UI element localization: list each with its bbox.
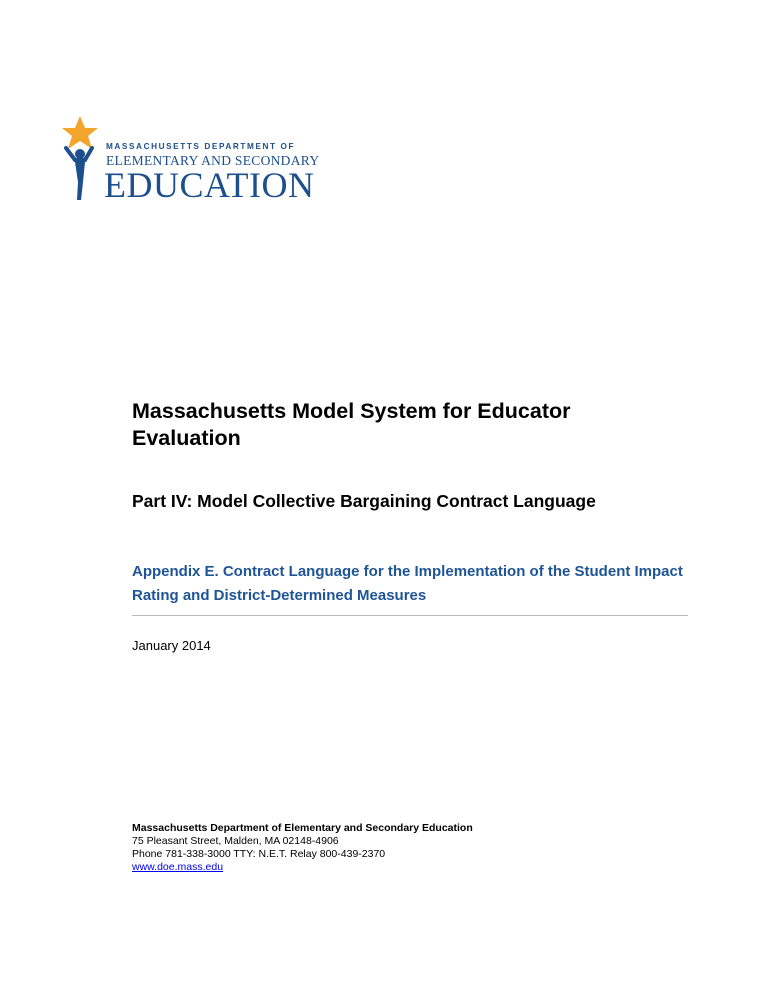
- website-link[interactable]: www.doe.mass.edu: [132, 861, 224, 873]
- publication-date: January 2014: [132, 638, 211, 653]
- footer-address: 75 Pleasant Street, Malden, MA 02148-4906: [132, 835, 339, 847]
- logo-line-3: EDUCATION: [104, 165, 315, 205]
- ese-logo: [58, 112, 320, 208]
- footer-organization: Massachusetts Department of Elementary and Secondary Education: [132, 822, 473, 834]
- footer-phone: Phone 781-338-3000 TTY: N.E.T. Relay 800-439-2370: [132, 848, 386, 860]
- star-figure-icon: [58, 112, 104, 208]
- logo-line-1: MASSACHUSETTS DEPARTMENT OF: [106, 142, 296, 151]
- appendix-title: Appendix E. Contract Language for the Implementation of the Student Impact Rating and District-Determined Measures: [132, 563, 683, 604]
- section-divider: [132, 615, 688, 616]
- part-title: Part IV: Model Collective Bargaining Contract Language: [132, 491, 596, 511]
- document-title: Massachusetts Model System for Educator Evaluation: [132, 399, 571, 450]
- logo-line-2: ELEMENTARY AND SECONDARY: [106, 153, 320, 168]
- footer: [132, 822, 473, 874]
